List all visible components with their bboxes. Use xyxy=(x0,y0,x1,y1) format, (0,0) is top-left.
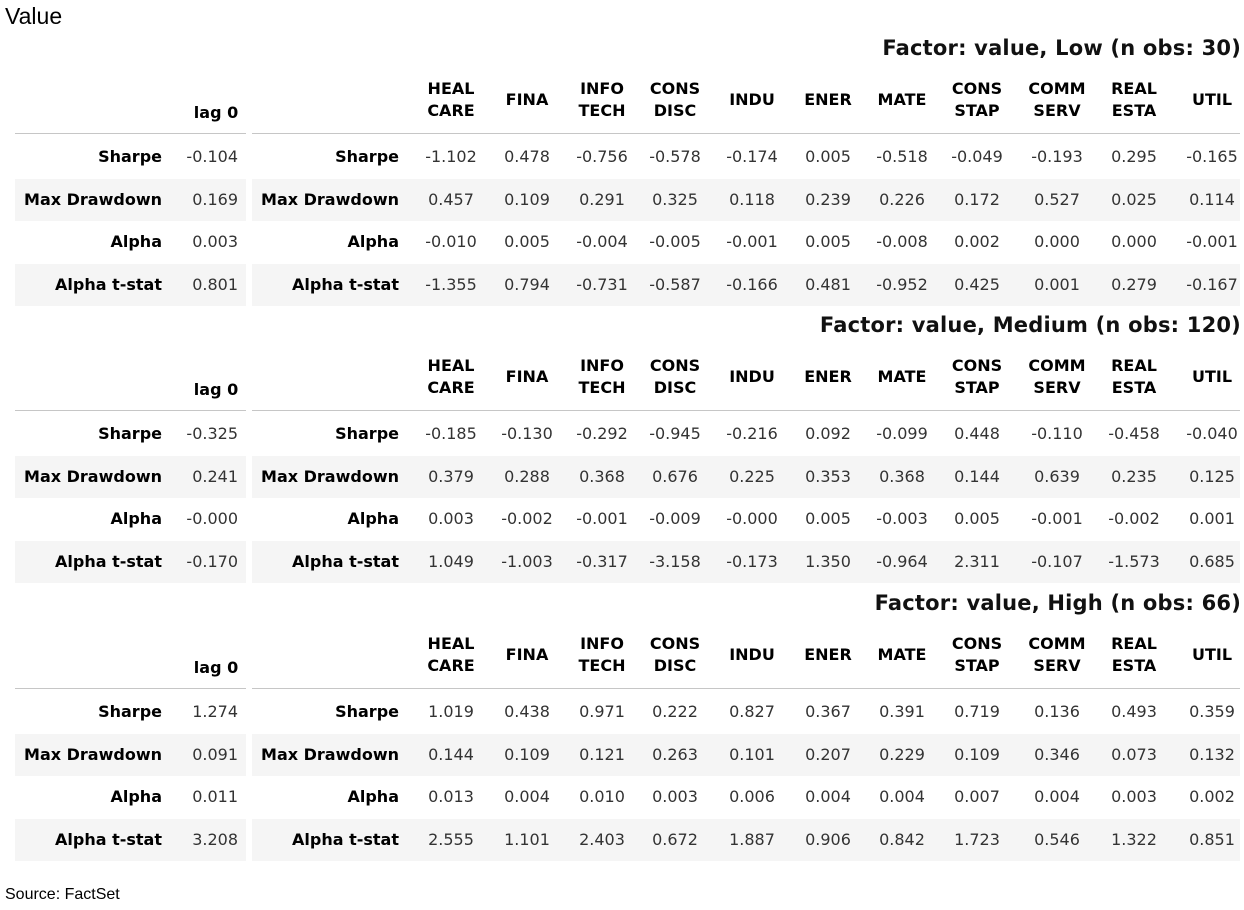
table-cell: 0.353 xyxy=(805,467,851,486)
column-header-line2: INDU xyxy=(729,367,775,386)
table-cell: 0.391 xyxy=(879,702,925,721)
column-header xyxy=(862,355,942,388)
table-cell: 0.001 xyxy=(1034,275,1080,294)
table-cell: 0.971 xyxy=(579,702,625,721)
table-cell: 0.346 xyxy=(1034,745,1080,764)
column-header-line2: FINA xyxy=(505,367,549,386)
table-cell: 0.842 xyxy=(879,830,925,849)
row-label: Sharpe xyxy=(98,147,162,166)
table-cell: 0.172 xyxy=(954,190,1000,209)
page-title: Value xyxy=(5,3,63,29)
row-label: Alpha t-stat xyxy=(55,275,162,294)
table-cell: -0.458 xyxy=(1108,424,1160,443)
table-cell: 0.109 xyxy=(504,190,550,209)
table-cell: 0.114 xyxy=(1189,190,1235,209)
table-cell: 1.723 xyxy=(954,830,1000,849)
table-cell: 0.493 xyxy=(1111,702,1157,721)
column-header xyxy=(788,78,868,111)
table-cell: -0.193 xyxy=(1031,147,1083,166)
table-cell: 0.005 xyxy=(805,232,851,251)
column-header-line2: ENER xyxy=(804,645,852,664)
table-cell: 0.685 xyxy=(1189,552,1235,571)
table-cell: -0.173 xyxy=(726,552,778,571)
table-cell: -0.008 xyxy=(876,232,928,251)
table-cell: 0.676 xyxy=(652,467,698,486)
table-cell: -0.000 xyxy=(726,509,778,528)
row-label: Alpha t-stat xyxy=(55,552,162,571)
table-cell: 0.003 xyxy=(652,787,698,806)
table-cell: -0.317 xyxy=(576,552,628,571)
table-cell: 0.073 xyxy=(1111,745,1157,764)
table-cell: 0.527 xyxy=(1034,190,1080,209)
table-cell: 0.005 xyxy=(504,232,550,251)
column-header xyxy=(1172,633,1244,666)
table-cell: 0.457 xyxy=(428,190,474,209)
section-title: Factor: value, High (n obs: 66) xyxy=(874,591,1241,615)
row-label: Alpha t-stat xyxy=(292,830,399,849)
table-cell: 0.546 xyxy=(1034,830,1080,849)
table-cell: 0.002 xyxy=(1189,787,1235,806)
column-header xyxy=(937,355,1017,399)
column-header-line2: UTIL xyxy=(1191,367,1233,386)
column-header-line1: HEAL xyxy=(427,634,475,653)
table-cell: 0.359 xyxy=(1189,702,1235,721)
table-cell: -0.110 xyxy=(1031,424,1083,443)
column-header-line2: ENER xyxy=(804,367,852,386)
column-header-line1: INFO xyxy=(580,634,624,653)
table-cell: 0.002 xyxy=(954,232,1000,251)
table-cell: -0.731 xyxy=(576,275,628,294)
table-cell: 0.003 xyxy=(428,509,474,528)
lag0-value: 0.241 xyxy=(192,467,238,486)
column-header-line1: REAL xyxy=(1111,356,1157,375)
column-header xyxy=(862,78,942,111)
column-header xyxy=(635,355,715,399)
column-header-line1: CONS xyxy=(649,634,701,653)
table-cell: 0.239 xyxy=(805,190,851,209)
column-header-line2: CARE xyxy=(427,656,475,675)
column-header xyxy=(937,78,1017,122)
column-header-line1: CONS xyxy=(951,356,1003,375)
table-cell: -0.005 xyxy=(649,232,701,251)
column-header-line2: STAP xyxy=(954,378,1000,397)
table-cell: 0.109 xyxy=(954,745,1000,764)
lag0-value: -0.170 xyxy=(186,552,238,571)
row-label: Sharpe xyxy=(335,702,399,721)
column-header xyxy=(937,633,1017,677)
table-cell: 1.019 xyxy=(428,702,474,721)
table-cell: 0.222 xyxy=(652,702,698,721)
table-cell: -1.102 xyxy=(425,147,477,166)
table-cell: 0.481 xyxy=(805,275,851,294)
column-header xyxy=(562,78,642,122)
table-cell: -0.099 xyxy=(876,424,928,443)
column-header-line2: INDU xyxy=(729,90,775,109)
table-cell: 0.379 xyxy=(428,467,474,486)
column-header-line1: HEAL xyxy=(427,356,475,375)
column-header-line2: UTIL xyxy=(1191,645,1233,664)
table-cell: 0.295 xyxy=(1111,147,1157,166)
column-header-line2: SERV xyxy=(1033,101,1081,120)
table-cell: 0.144 xyxy=(954,467,1000,486)
table-cell: 0.125 xyxy=(1189,467,1235,486)
table-cell: 0.288 xyxy=(504,467,550,486)
row-label: Alpha xyxy=(347,509,399,528)
table-cell: 0.425 xyxy=(954,275,1000,294)
column-header-line2: STAP xyxy=(954,656,1000,675)
header-rule xyxy=(252,133,1240,134)
table-cell: 0.001 xyxy=(1189,509,1235,528)
table-cell: -0.216 xyxy=(726,424,778,443)
table-cell: 0.109 xyxy=(504,745,550,764)
header-rule xyxy=(15,133,246,134)
row-label: Alpha t-stat xyxy=(55,830,162,849)
column-header-line1: CONS xyxy=(649,79,701,98)
table-cell: 0.005 xyxy=(954,509,1000,528)
table-cell: 0.906 xyxy=(805,830,851,849)
table-cell: 0.000 xyxy=(1111,232,1157,251)
table-cell: 0.827 xyxy=(729,702,775,721)
table-cell: 0.235 xyxy=(1111,467,1157,486)
column-header-line1: CONS xyxy=(649,356,701,375)
column-header-line2: TECH xyxy=(578,656,626,675)
table-cell: -0.107 xyxy=(1031,552,1083,571)
table-cell: 0.005 xyxy=(805,509,851,528)
row-label: Sharpe xyxy=(335,147,399,166)
table-cell: 0.005 xyxy=(805,147,851,166)
table-cell: -0.166 xyxy=(726,275,778,294)
column-header-line2: ESTA xyxy=(1111,101,1157,120)
column-header xyxy=(1017,78,1097,122)
factor-section xyxy=(0,591,1244,865)
table-cell: 2.403 xyxy=(579,830,625,849)
table-cell: 0.225 xyxy=(729,467,775,486)
lag0-value: -0.104 xyxy=(186,147,238,166)
table-cell: -0.952 xyxy=(876,275,928,294)
table-cell: -0.292 xyxy=(576,424,628,443)
table-cell: 0.025 xyxy=(1111,190,1157,209)
table-cell: 0.851 xyxy=(1189,830,1235,849)
column-header xyxy=(1094,78,1174,122)
table-cell: 2.555 xyxy=(428,830,474,849)
table-cell: 0.004 xyxy=(1034,787,1080,806)
column-header-line2: TECH xyxy=(578,378,626,397)
column-header xyxy=(487,633,567,666)
column-header-line2: CARE xyxy=(427,101,475,120)
lag0-value: 0.091 xyxy=(192,745,238,764)
table-cell: -0.004 xyxy=(576,232,628,251)
table-cell: -0.185 xyxy=(425,424,477,443)
table-cell: 0.003 xyxy=(1111,787,1157,806)
row-label: Alpha xyxy=(110,787,162,806)
table-cell: -3.158 xyxy=(649,552,701,571)
table-cell: 0.101 xyxy=(729,745,775,764)
column-header-line1: COMM xyxy=(1028,634,1086,653)
column-header-line2: CARE xyxy=(427,378,475,397)
lag0-header: lag 0 xyxy=(193,380,239,399)
table-cell: -0.002 xyxy=(1108,509,1160,528)
header-rule xyxy=(15,688,246,689)
column-header xyxy=(1172,78,1244,111)
column-header-line2: INDU xyxy=(729,645,775,664)
table-cell: -0.040 xyxy=(1186,424,1238,443)
lag0-header: lag 0 xyxy=(193,658,239,677)
lag0-value: 0.003 xyxy=(192,232,238,251)
column-header-line2: FINA xyxy=(505,645,549,664)
column-header xyxy=(1094,633,1174,677)
table-cell: -0.001 xyxy=(726,232,778,251)
column-header-line2: STAP xyxy=(954,101,1000,120)
table-cell: 0.207 xyxy=(805,745,851,764)
table-cell: -0.518 xyxy=(876,147,928,166)
table-cell: -0.009 xyxy=(649,509,701,528)
column-header xyxy=(411,355,491,399)
header-rule xyxy=(252,688,1240,689)
row-label: Alpha t-stat xyxy=(292,552,399,571)
table-cell: -0.049 xyxy=(951,147,1003,166)
header-rule xyxy=(15,410,246,411)
lag0-value: 1.274 xyxy=(192,702,238,721)
table-cell: -0.003 xyxy=(876,509,928,528)
source-note: Source: FactSet xyxy=(5,886,120,903)
column-header-line1: COMM xyxy=(1028,79,1086,98)
table-cell: 0.639 xyxy=(1034,467,1080,486)
column-header-line1: HEAL xyxy=(427,79,475,98)
table-cell: 2.311 xyxy=(954,552,1000,571)
row-label: Max Drawdown xyxy=(24,190,162,209)
column-header-line2: ESTA xyxy=(1111,656,1157,675)
row-label: Alpha xyxy=(347,232,399,251)
column-header xyxy=(788,633,868,666)
table-cell: -0.001 xyxy=(1031,509,1083,528)
column-header-line1: CONS xyxy=(951,79,1003,98)
lag0-value: 0.801 xyxy=(192,275,238,294)
table-cell: -0.001 xyxy=(576,509,628,528)
table-cell: 1.322 xyxy=(1111,830,1157,849)
lag0-value: 0.169 xyxy=(192,190,238,209)
column-header xyxy=(1017,355,1097,399)
lag0-header: lag 0 xyxy=(193,103,239,122)
column-header xyxy=(487,355,567,388)
table-cell: 0.325 xyxy=(652,190,698,209)
column-header-line2: UTIL xyxy=(1191,90,1233,109)
table-cell: 0.794 xyxy=(504,275,550,294)
column-header-line2: FINA xyxy=(505,90,549,109)
table-cell: 0.121 xyxy=(579,745,625,764)
table-cell: -0.167 xyxy=(1186,275,1238,294)
table-cell: 0.144 xyxy=(428,745,474,764)
column-header-line2: SERV xyxy=(1033,656,1081,675)
table-cell: 0.478 xyxy=(504,147,550,166)
column-header xyxy=(411,78,491,122)
row-label: Alpha t-stat xyxy=(292,275,399,294)
column-header-line1: INFO xyxy=(580,79,624,98)
table-cell: 0.010 xyxy=(579,787,625,806)
row-label: Sharpe xyxy=(335,424,399,443)
row-label: Max Drawdown xyxy=(24,745,162,764)
table-cell: 0.672 xyxy=(652,830,698,849)
column-header xyxy=(1172,355,1244,388)
column-header-line2: ESTA xyxy=(1111,378,1157,397)
table-cell: 0.136 xyxy=(1034,702,1080,721)
row-label: Max Drawdown xyxy=(261,467,399,486)
table-cell: -0.174 xyxy=(726,147,778,166)
section-title: Factor: value, Low (n obs: 30) xyxy=(882,36,1241,60)
table-cell: 0.438 xyxy=(504,702,550,721)
table-cell: 0.367 xyxy=(805,702,851,721)
table-cell: -0.130 xyxy=(501,424,553,443)
column-header xyxy=(712,633,792,666)
table-cell: -0.964 xyxy=(876,552,928,571)
column-header-line1: REAL xyxy=(1111,79,1157,98)
table-cell: 0.226 xyxy=(879,190,925,209)
column-header xyxy=(411,633,491,677)
column-header-line2: DISC xyxy=(653,378,697,397)
column-header-line1: REAL xyxy=(1111,634,1157,653)
column-header xyxy=(1094,355,1174,399)
table-cell: -0.756 xyxy=(576,147,628,166)
column-header xyxy=(788,355,868,388)
column-header-line2: MATE xyxy=(877,90,927,109)
column-header xyxy=(635,633,715,677)
row-label: Sharpe xyxy=(98,424,162,443)
factor-section xyxy=(0,313,1244,587)
column-header xyxy=(635,78,715,122)
table-cell: -0.578 xyxy=(649,147,701,166)
table-cell: -0.002 xyxy=(501,509,553,528)
table-cell: 0.263 xyxy=(652,745,698,764)
lag0-value: -0.000 xyxy=(186,509,238,528)
row-label: Sharpe xyxy=(98,702,162,721)
table-cell: -0.945 xyxy=(649,424,701,443)
table-cell: 0.368 xyxy=(879,467,925,486)
table-cell: 0.007 xyxy=(954,787,1000,806)
table-cell: 1.350 xyxy=(805,552,851,571)
table-cell: 0.448 xyxy=(954,424,1000,443)
lag0-value: 3.208 xyxy=(192,830,238,849)
table-cell: 1.049 xyxy=(428,552,474,571)
column-header xyxy=(562,633,642,677)
table-cell: 0.000 xyxy=(1034,232,1080,251)
lag0-value: -0.325 xyxy=(186,424,238,443)
table-cell: -0.165 xyxy=(1186,147,1238,166)
column-header-line1: CONS xyxy=(951,634,1003,653)
column-header xyxy=(862,633,942,666)
table-cell: 0.368 xyxy=(579,467,625,486)
table-cell: 1.887 xyxy=(729,830,775,849)
table-cell: -0.010 xyxy=(425,232,477,251)
lag0-value: 0.011 xyxy=(192,787,238,806)
table-cell: -1.003 xyxy=(501,552,553,571)
row-label: Max Drawdown xyxy=(261,745,399,764)
table-cell: 0.004 xyxy=(504,787,550,806)
table-cell: -0.587 xyxy=(649,275,701,294)
factor-section xyxy=(0,36,1244,310)
column-header-line1: COMM xyxy=(1028,356,1086,375)
row-label: Alpha xyxy=(110,509,162,528)
column-header xyxy=(712,355,792,388)
row-label: Alpha xyxy=(110,232,162,251)
column-header-line2: ENER xyxy=(804,90,852,109)
table-cell: 0.004 xyxy=(879,787,925,806)
column-header-line2: DISC xyxy=(653,101,697,120)
column-header-line2: SERV xyxy=(1033,378,1081,397)
table-cell: -1.573 xyxy=(1108,552,1160,571)
table-cell: 0.092 xyxy=(805,424,851,443)
row-label: Max Drawdown xyxy=(261,190,399,209)
table-cell: 0.279 xyxy=(1111,275,1157,294)
table-cell: 0.013 xyxy=(428,787,474,806)
table-cell: 0.132 xyxy=(1189,745,1235,764)
table-cell: 0.229 xyxy=(879,745,925,764)
table-cell: -1.355 xyxy=(425,275,477,294)
table-cell: 0.118 xyxy=(729,190,775,209)
header-rule xyxy=(252,410,1240,411)
column-header xyxy=(712,78,792,111)
row-label: Alpha xyxy=(347,787,399,806)
table-cell: 1.101 xyxy=(504,830,550,849)
table-cell: 0.004 xyxy=(805,787,851,806)
section-title: Factor: value, Medium (n obs: 120) xyxy=(819,313,1241,337)
column-header-line2: MATE xyxy=(877,367,927,386)
column-header xyxy=(487,78,567,111)
table-cell: -0.001 xyxy=(1186,232,1238,251)
column-header-line1: INFO xyxy=(580,356,624,375)
table-cell: 0.006 xyxy=(729,787,775,806)
column-header xyxy=(1017,633,1097,677)
table-cell: 0.291 xyxy=(579,190,625,209)
column-header-line2: TECH xyxy=(578,101,626,120)
row-label: Max Drawdown xyxy=(24,467,162,486)
column-header-line2: DISC xyxy=(653,656,697,675)
column-header-line2: MATE xyxy=(877,645,927,664)
column-header xyxy=(562,355,642,399)
table-cell: 0.719 xyxy=(954,702,1000,721)
